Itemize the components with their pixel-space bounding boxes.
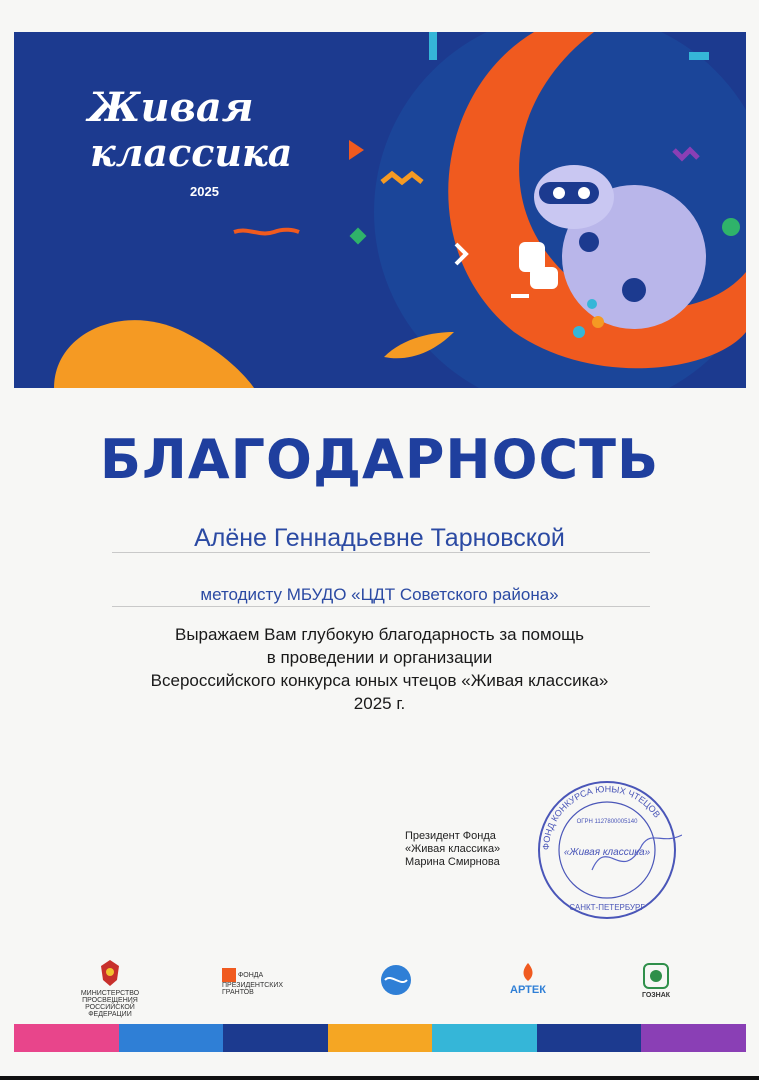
logo-title-line1: Живая: [88, 84, 254, 131]
stamp-center-text: «Живая классика»: [563, 847, 651, 858]
gratitude-line-1: Выражаем Вам глубокую благодарность за помощь: [174, 625, 584, 644]
signature-block: [405, 830, 500, 869]
globe-icon: [379, 963, 413, 997]
ministry-label: МИНИСТЕРСТВО ПРОСВЕЩЕНИЯ РОССИЙСКОЙ ФЕДЕРАЦИИ: [80, 990, 140, 1018]
stripe-segment: [223, 1024, 328, 1052]
gratitude-line-4: 2025 г.: [353, 694, 406, 713]
gratitude-line-3: Всероссийского конкурса юных чтецов «Живая классика»: [150, 671, 609, 690]
signer-organization: «Живая классика»: [405, 843, 501, 855]
stripe-segment: [537, 1024, 642, 1052]
header-banner: [14, 32, 746, 388]
stamp-city: САНКТ-ПЕТЕРБУРГ: [569, 903, 645, 912]
stamp-outer-text: ФОНД КОНКУРСА ЮНЫХ ЧТЕЦОВ: [540, 783, 663, 851]
stripe-segment: [119, 1024, 224, 1052]
gratitude-line-2: в проведении и организации: [266, 648, 493, 667]
round-stamp: [532, 775, 682, 925]
stripe-segment: [641, 1024, 746, 1052]
artek-label: АРТЕК: [510, 984, 546, 996]
stripe-segment: [432, 1024, 537, 1052]
gratitude-text: [0, 623, 759, 715]
goznak-label: ГОЗНАК: [641, 992, 671, 999]
logo-title-line2: классика: [90, 130, 293, 175]
color-stripe: [14, 1024, 746, 1052]
goznak-logo: [636, 962, 676, 999]
stripe-segment: [14, 1024, 119, 1052]
goznak-emblem-icon: [642, 962, 670, 990]
stripe-segment: [328, 1024, 433, 1052]
signer-name: Марина Смирнова: [405, 856, 500, 868]
recipient-name: Алёне Геннадьевне Тарновской: [194, 524, 565, 552]
globe-logo: [376, 963, 416, 999]
certificate-title: БЛАГОДАРНОСТЬ: [99, 428, 660, 491]
scan-edge: [0, 1076, 759, 1080]
eagle-emblem-icon: [97, 958, 123, 988]
flame-icon: [518, 962, 538, 982]
position-underline: [112, 606, 650, 607]
grants-fund-logo: [222, 968, 302, 996]
grants-label: ФОНДА ПРЕЗИДЕНТСКИХ ГРАНТОВ: [222, 971, 284, 996]
stamp-ogrn: ОГРН 1127800005140: [576, 819, 638, 825]
recipient-position: методисту МБУДО «ЦДТ Советского района»: [200, 585, 559, 604]
partner-logos: [0, 958, 759, 1018]
logo-year: 2025: [190, 184, 219, 199]
artek-logo: [498, 962, 558, 996]
grants-mark-icon: [222, 968, 236, 982]
ministry-logo: [70, 958, 150, 1018]
signer-title: Президент Фонда: [405, 830, 496, 842]
recipient-underline: [112, 552, 650, 553]
